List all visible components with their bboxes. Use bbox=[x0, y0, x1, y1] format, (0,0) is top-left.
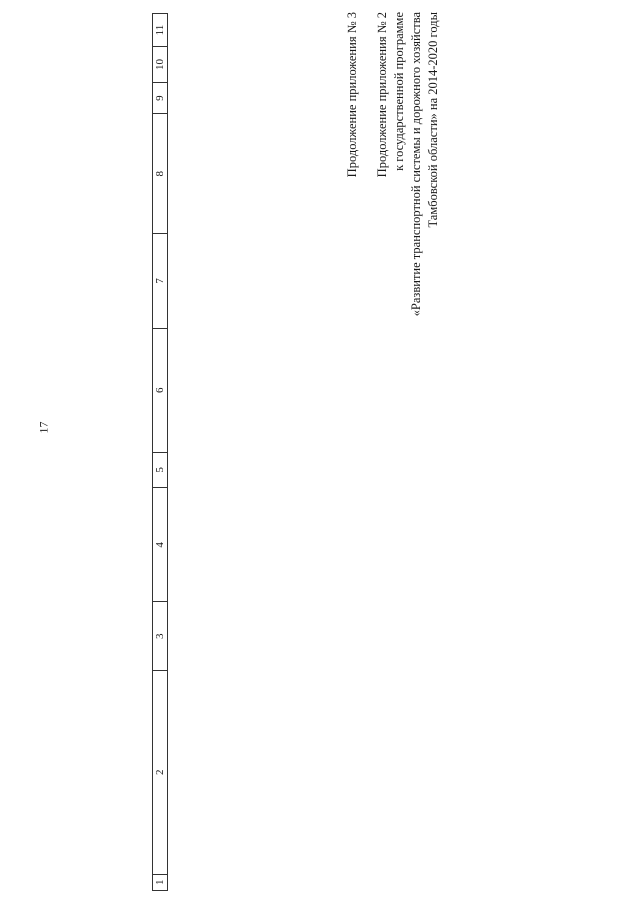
program-table bbox=[152, 13, 490, 891]
header-line-appendix-3: Продолжение приложения № 3 bbox=[345, 12, 359, 178]
col-num-7: 7 bbox=[153, 234, 168, 329]
col-num-2: 2 bbox=[153, 671, 168, 874]
column-number-row bbox=[153, 14, 168, 891]
col-num-1: 1 bbox=[153, 874, 168, 890]
page-number: 17 bbox=[36, 421, 51, 434]
header-line-region: Тамбовской области» на 2014-2020 годы bbox=[426, 12, 440, 228]
col-num-10: 10 bbox=[153, 47, 168, 83]
col-num-6: 6 bbox=[153, 328, 168, 452]
measures-table bbox=[152, 13, 168, 891]
col-num-9: 9 bbox=[153, 82, 168, 114]
col-num-8: 8 bbox=[153, 114, 168, 234]
header-line-program-title: «Развитие транспортной системы и дорожного хозяйства bbox=[409, 12, 423, 317]
col-num-5: 5 bbox=[153, 452, 168, 488]
col-num-4: 4 bbox=[153, 488, 168, 602]
col-num-3: 3 bbox=[153, 602, 168, 671]
header-line-program: к государственной программе bbox=[392, 12, 406, 171]
col-num-11: 11 bbox=[153, 14, 168, 47]
header-line-appendix-2: Продолжение приложения № 2 bbox=[375, 12, 389, 178]
